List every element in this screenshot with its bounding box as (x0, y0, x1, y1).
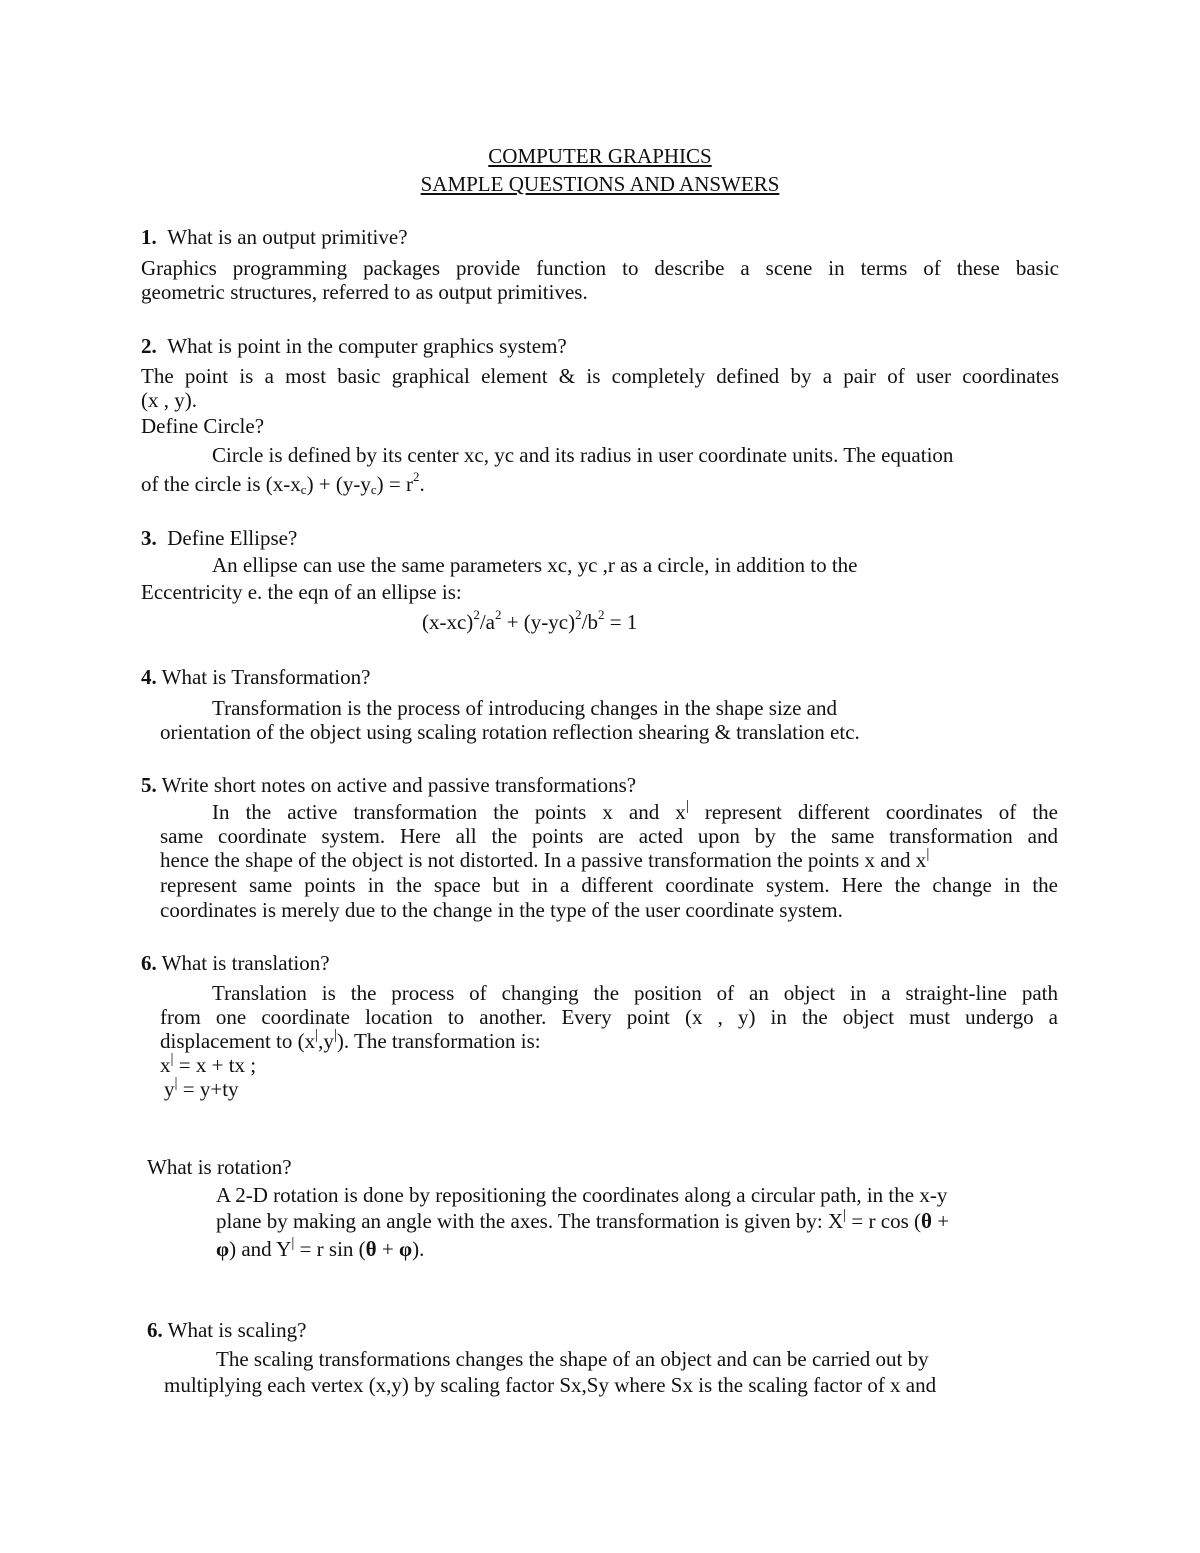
scaling-number: 6. (147, 1318, 163, 1342)
rotation-question: What is rotation? (147, 1155, 292, 1179)
q4-answer-line-1: Transformation is the process of introducing changes in the shape size and (212, 696, 837, 720)
q2-number: 2. (141, 334, 157, 358)
rotation-answer-line-2: plane by making an angle with the axes. The transformation is given by: X| = r cos (θ + (216, 1207, 950, 1233)
q5-answer-line-5: coordinates is merely due to the change in the type of the user coordinate system. (160, 898, 843, 922)
q3-answer-line-1: An ellipse can use the same parameters xc, yc ,r as a circle, in addition to the (212, 553, 858, 577)
q4-answer-line-2: orientation of the object using scaling rotation reflection shearing & translation etc. (160, 720, 860, 744)
q1-heading (141, 225, 408, 250)
q5-answer-line-2: same coordinate system. Here all the points are acted upon by the same transformation and (160, 824, 1058, 848)
q2-sub-question: Define Circle? (141, 414, 265, 438)
q5-heading (141, 773, 636, 798)
circle-definition-line: Circle is defined by its center xc, yc and its radius in user coordinate units. The equation (212, 443, 954, 467)
scaling-question: What is scaling? (167, 1318, 307, 1342)
scaling-answer-line-1: The scaling transformations changes the shape of an object and can be carried out by (216, 1347, 929, 1371)
ellipse-equation: $(x-xc)^2/a^2 + (y-yc)^2/b^2 = 1$ (422, 607, 638, 634)
q6-heading (141, 951, 330, 976)
q1-answer-line-1: Graphics programming packages provide function to describe a scene in terms of these basic (141, 256, 1059, 280)
q1-question: What is an output primitive? (167, 225, 408, 249)
translation-equation-x: x| = x + tx ; (160, 1051, 257, 1077)
q4-heading (141, 665, 370, 690)
q6-answer-line-2: from one coordinate location to another. Every point (x , y) in the object must undergo a (160, 1005, 1058, 1029)
q2-question: What is point in the computer graphics system? (167, 334, 567, 358)
q6-question: What is translation? (161, 951, 330, 975)
q3-answer-line-2: Eccentricity e. the eqn of an ellipse is: (141, 580, 462, 604)
q4-number: 4. (141, 665, 157, 689)
scaling-heading (147, 1318, 306, 1343)
q1-number: 1. (141, 225, 157, 249)
q3-heading (141, 526, 297, 551)
q1-answer-line-2: geometric structures, referred to as output primitives. (141, 280, 588, 304)
document-subtitle: SAMPLE QUESTIONS AND ANSWERS (420, 172, 780, 196)
q2-answer-line-1: The point is a most basic graphical element & is completely defined by a pair of user coordinates (141, 364, 1059, 388)
q3-question: Define Ellipse? (167, 526, 298, 550)
q5-answer-line-1: In the active transformation the points x and x| represent different coordinates of the (212, 798, 1059, 824)
q5-number: 5. (141, 773, 157, 797)
q2-heading (141, 334, 567, 359)
rotation-answer-line-1: A 2-D rotation is done by repositioning the coordinates along a circular path, in the x-y (216, 1183, 948, 1207)
q4-question: What is Transformation? (161, 665, 371, 689)
q6-number: 6. (141, 951, 157, 975)
q5-answer-line-3: hence the shape of the object is not distorted. In a passive transformation the points x and x| (160, 846, 930, 872)
document-title: COMPUTER GRAPHICS (488, 144, 712, 168)
rotation-answer-line-3: φ) and Y| = r sin (θ + φ). (216, 1235, 425, 1261)
q5-question: Write short notes on active and passive transformations? (161, 773, 637, 797)
q6-answer-line-3: displacement to (x|,y|). The transformation is: (160, 1027, 541, 1053)
q5-answer-line-4: represent same points in the space but in a different coordinate system. Here the change in the (160, 873, 1058, 897)
q2-answer-line-2: (x , y). (141, 388, 197, 412)
translation-equation-y: y| = y+ty (164, 1075, 239, 1101)
scaling-answer-line-2: multiplying each vertex (x,y) by scaling factor Sx,Sy where Sx is the scaling factor of x and (164, 1373, 937, 1397)
q6-answer-line-1: Translation is the process of changing the position of an object in a straight-line path (212, 981, 1058, 1005)
circle-equation: of the circle is $(x-x_c) + (y-y_c) = r^2$. (141, 469, 425, 497)
q3-number: 3. (141, 526, 157, 550)
